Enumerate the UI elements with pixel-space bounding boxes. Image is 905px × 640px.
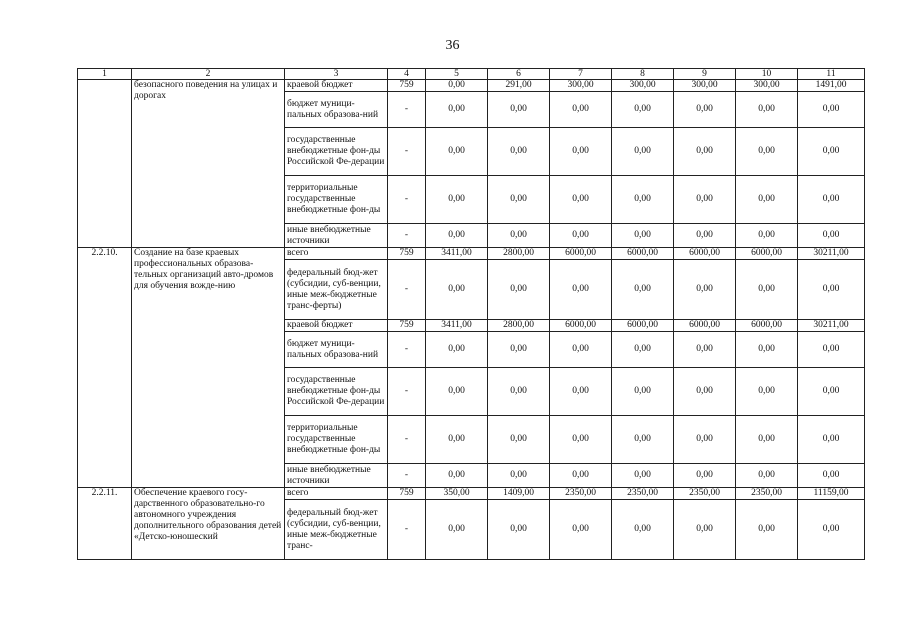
amount-cell: 2350,00 [674, 488, 736, 500]
amount-cell: 6000,00 [612, 248, 674, 260]
item-title: Обеспечение краевого госу-дарственного образовательно-го автономного учреждения дополнительного образования детей «Детско-юношеский [132, 488, 285, 560]
budget-code: - [388, 332, 426, 368]
amount-cell: 0,00 [612, 416, 674, 464]
funding-source: бюджет муници-пальных образова-ний [285, 332, 388, 368]
amount-cell: 0,00 [426, 92, 488, 128]
amount-cell: 0,00 [488, 332, 550, 368]
funding-source: федеральный бюд-жет (субсидии, суб-венции, иные меж-бюджетные транс-ферты) [285, 260, 388, 320]
column-header: 7 [550, 69, 612, 80]
column-header: 8 [612, 69, 674, 80]
amount-cell: 0,00 [736, 416, 798, 464]
budget-code: - [388, 464, 426, 488]
amount-cell: 0,00 [426, 260, 488, 320]
amount-cell: 1409,00 [488, 488, 550, 500]
amount-cell: 2800,00 [488, 248, 550, 260]
amount-cell: 6000,00 [736, 248, 798, 260]
amount-cell: 0,00 [550, 368, 612, 416]
column-header: 5 [426, 69, 488, 80]
amount-cell: 300,00 [550, 80, 612, 92]
amount-cell: 0,00 [736, 332, 798, 368]
amount-cell: 0,00 [550, 500, 612, 560]
funding-source: территориальные государственные внебюджетные фон-ды [285, 176, 388, 224]
amount-cell: 0,00 [736, 464, 798, 488]
funding-source: иные внебюджетные источники [285, 464, 388, 488]
funding-source: территориальные государственные внебюджетные фон-ды [285, 416, 388, 464]
amount-cell: 0,00 [550, 464, 612, 488]
amount-cell: 0,00 [550, 176, 612, 224]
page-number: 36 [445, 38, 460, 53]
funding-source: государственные внебюджетные фон-ды Российской Фе-дерации [285, 128, 388, 176]
budget-code: - [388, 224, 426, 248]
amount-cell: 0,00 [798, 260, 865, 320]
amount-cell: 6000,00 [736, 320, 798, 332]
amount-cell: 0,00 [550, 416, 612, 464]
column-header: 2 [132, 69, 285, 80]
column-header: 3 [285, 69, 388, 80]
amount-cell: 0,00 [798, 332, 865, 368]
amount-cell: 0,00 [612, 176, 674, 224]
item-code: 2.2.10. [78, 248, 132, 488]
amount-cell: 0,00 [674, 128, 736, 176]
funding-source: иные внебюджетные источники [285, 224, 388, 248]
amount-cell: 2350,00 [550, 488, 612, 500]
amount-cell: 0,00 [426, 332, 488, 368]
budget-code: - [388, 368, 426, 416]
amount-cell: 0,00 [612, 224, 674, 248]
amount-cell: 0,00 [736, 500, 798, 560]
amount-cell: 0,00 [612, 464, 674, 488]
budget-code: - [388, 500, 426, 560]
amount-cell: 0,00 [674, 464, 736, 488]
amount-cell: 291,00 [488, 80, 550, 92]
budget-code: - [388, 92, 426, 128]
amount-cell: 0,00 [798, 176, 865, 224]
amount-cell: 0,00 [736, 92, 798, 128]
column-header: 9 [674, 69, 736, 80]
amount-cell: 6000,00 [550, 320, 612, 332]
amount-cell: 0,00 [736, 176, 798, 224]
amount-cell: 0,00 [736, 260, 798, 320]
amount-cell: 0,00 [612, 368, 674, 416]
amount-cell: 0,00 [736, 128, 798, 176]
amount-cell: 0,00 [736, 368, 798, 416]
amount-cell: 0,00 [426, 80, 488, 92]
budget-code: - [388, 128, 426, 176]
amount-cell: 0,00 [612, 500, 674, 560]
amount-cell: 2350,00 [736, 488, 798, 500]
funding-source: государственные внебюджетные фон-ды Российской Фе-дерации [285, 368, 388, 416]
amount-cell: 3411,00 [426, 320, 488, 332]
column-header: 11 [798, 69, 865, 80]
amount-cell: 0,00 [488, 260, 550, 320]
amount-cell: 11159,00 [798, 488, 865, 500]
budget-table [77, 68, 865, 560]
budget-code: - [388, 176, 426, 224]
amount-cell: 0,00 [550, 332, 612, 368]
funding-source: краевой бюджет [285, 320, 388, 332]
amount-cell: 2350,00 [612, 488, 674, 500]
amount-cell: 0,00 [488, 464, 550, 488]
amount-cell: 0,00 [674, 500, 736, 560]
amount-cell: 0,00 [798, 368, 865, 416]
column-header: 10 [736, 69, 798, 80]
budget-code: - [388, 416, 426, 464]
amount-cell: 0,00 [426, 224, 488, 248]
budget-code: - [388, 260, 426, 320]
amount-cell: 0,00 [674, 416, 736, 464]
amount-cell: 0,00 [488, 368, 550, 416]
funding-source: всего [285, 488, 388, 500]
amount-cell: 0,00 [488, 92, 550, 128]
table-row [78, 80, 865, 92]
amount-cell: 0,00 [674, 92, 736, 128]
amount-cell: 0,00 [798, 128, 865, 176]
amount-cell: 6000,00 [550, 248, 612, 260]
amount-cell: 0,00 [550, 92, 612, 128]
amount-cell: 0,00 [612, 92, 674, 128]
amount-cell: 0,00 [798, 500, 865, 560]
amount-cell: 0,00 [488, 128, 550, 176]
amount-cell: 2800,00 [488, 320, 550, 332]
amount-cell: 300,00 [674, 80, 736, 92]
amount-cell: 30211,00 [798, 320, 865, 332]
amount-cell: 0,00 [674, 260, 736, 320]
amount-cell: 0,00 [798, 416, 865, 464]
amount-cell: 300,00 [736, 80, 798, 92]
funding-source: бюджет муници-пальных образова-ний [285, 92, 388, 128]
item-title: безопасного поведения на улицах и дорогах [132, 80, 285, 248]
table-row [78, 488, 865, 500]
item-title: Создание на базе краевых профессиональных образова-тельных организаций авто-дромов для обучения вожде-нию [132, 248, 285, 488]
amount-cell: 300,00 [612, 80, 674, 92]
funding-source: федеральный бюд-жет (субсидии, суб-венции, иные меж-бюджетные транс- [285, 500, 388, 560]
budget-code: 759 [388, 80, 426, 92]
amount-cell: 30211,00 [798, 248, 865, 260]
amount-cell: 3411,00 [426, 248, 488, 260]
table-row [78, 248, 865, 260]
column-header: 1 [78, 69, 132, 80]
amount-cell: 0,00 [426, 464, 488, 488]
funding-source: всего [285, 248, 388, 260]
item-code [78, 80, 132, 248]
amount-cell: 350,00 [426, 488, 488, 500]
amount-cell: 0,00 [798, 92, 865, 128]
amount-cell: 0,00 [488, 176, 550, 224]
column-header-row [78, 69, 865, 80]
budget-code: 759 [388, 488, 426, 500]
amount-cell: 0,00 [674, 332, 736, 368]
amount-cell: 0,00 [736, 224, 798, 248]
amount-cell: 0,00 [612, 260, 674, 320]
amount-cell: 6000,00 [612, 320, 674, 332]
amount-cell: 0,00 [550, 224, 612, 248]
funding-source: краевой бюджет [285, 80, 388, 92]
amount-cell: 0,00 [426, 176, 488, 224]
column-header: 6 [488, 69, 550, 80]
amount-cell: 0,00 [426, 416, 488, 464]
amount-cell: 1491,00 [798, 80, 865, 92]
amount-cell: 0,00 [550, 260, 612, 320]
column-header: 4 [388, 69, 426, 80]
amount-cell: 0,00 [488, 224, 550, 248]
budget-code: 759 [388, 248, 426, 260]
amount-cell: 0,00 [612, 332, 674, 368]
amount-cell: 0,00 [612, 128, 674, 176]
amount-cell: 0,00 [674, 176, 736, 224]
amount-cell: 0,00 [488, 416, 550, 464]
amount-cell: 6000,00 [674, 248, 736, 260]
amount-cell: 0,00 [674, 368, 736, 416]
amount-cell: 0,00 [674, 224, 736, 248]
budget-code: 759 [388, 320, 426, 332]
amount-cell: 0,00 [550, 128, 612, 176]
amount-cell: 0,00 [798, 224, 865, 248]
amount-cell: 0,00 [798, 464, 865, 488]
amount-cell: 0,00 [488, 500, 550, 560]
amount-cell: 0,00 [426, 500, 488, 560]
item-code: 2.2.11. [78, 488, 132, 560]
amount-cell: 6000,00 [674, 320, 736, 332]
amount-cell: 0,00 [426, 368, 488, 416]
amount-cell: 0,00 [426, 128, 488, 176]
